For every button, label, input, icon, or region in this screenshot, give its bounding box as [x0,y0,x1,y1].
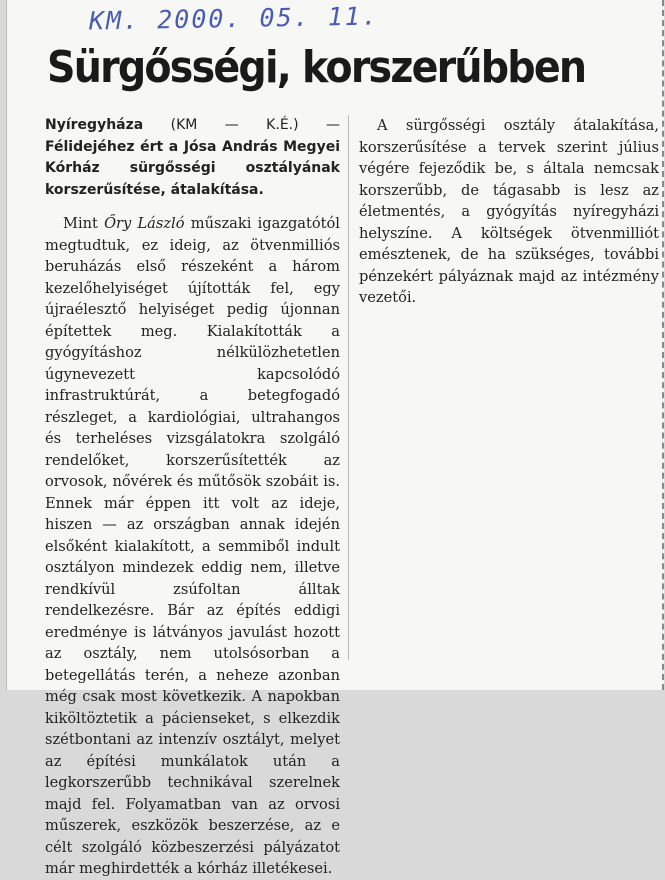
para1-intro: Mint [63,215,105,232]
byline: (KM — K.É.) — [143,117,340,133]
article-column-left [45,115,340,880]
article-column-right [359,115,659,309]
newspaper-clipping [6,0,664,877]
headline: Sürgősségi, korszerűbben [47,42,586,93]
lead-summary: Félidejéhez ért a Jósa András Megyei Kórház sürgősségi osztályának korszerűsítése, átalakítása. [45,138,340,198]
para1-text: műszaki igazgatótól megtudtuk, ez ideig, az ötvenmilliós beruházás első részeként a három kezelőhelyiséget újították fel, egy újraélesztő helyiséget pedig újonnan építettek meg. Kialakították a gyógyításhoz nélkülözhetetlen úgynevezett kapcsolódó infrastruktúrát, a betegfogadó részleget, a kardiológiai, ultrahangos és terheléses vizsgálatokra szolgáló rendelőket, korszerűsítették az orvosok, nővérek és műtősök szobáit is. Ennek már éppen itt volt az ideje, hiszen — az országban annak idején elsőként kialakított, a semmiből indult osztályon mindezek eddig nem, illetve rendkívül zsúfoltan álltak rendelkezésre. Bár az építés eddigi eredménye is látványos javulást hozott az osztály, nem utolsósorban a betegellátás terén, a neheze azonban még csak most következik. A napokban kiköltöztetik a pácienseket, s elkezdik szétbontani az intenzív osztályt, melyet az építési munkálatok után a legkorszerűbb technikával szerelnek majd fel. Folyamatban van az orvosi műszerek, eszközök beszerzése, az e célt szolgáló közbeszerzési pályázatot már meghirdették a kórház illetékesei. [45,215,340,877]
person-name: Őry László [104,215,185,232]
body-paragraph-2: A sürgősségi osztály átalakítása, korszerűsítése a tervek szerint július végére fejeződik be, s általa nemcsak korszerűbb, de tágasabb is lesz az életmentés, a gyógyítás nyíregyházi helyszíne. A költségek ötvenmilliót emésztenek, de ha szükséges, további pénzekért pályáznak majd az intézmény vezetői. [359,117,659,306]
column-divider [348,115,349,660]
body-paragraph-1 [45,213,340,880]
lead-paragraph [45,115,340,201]
handwritten-date-note: KM. 2000. 05. 11. [88,1,380,36]
dateline-place: Nyíregyháza [45,117,144,133]
